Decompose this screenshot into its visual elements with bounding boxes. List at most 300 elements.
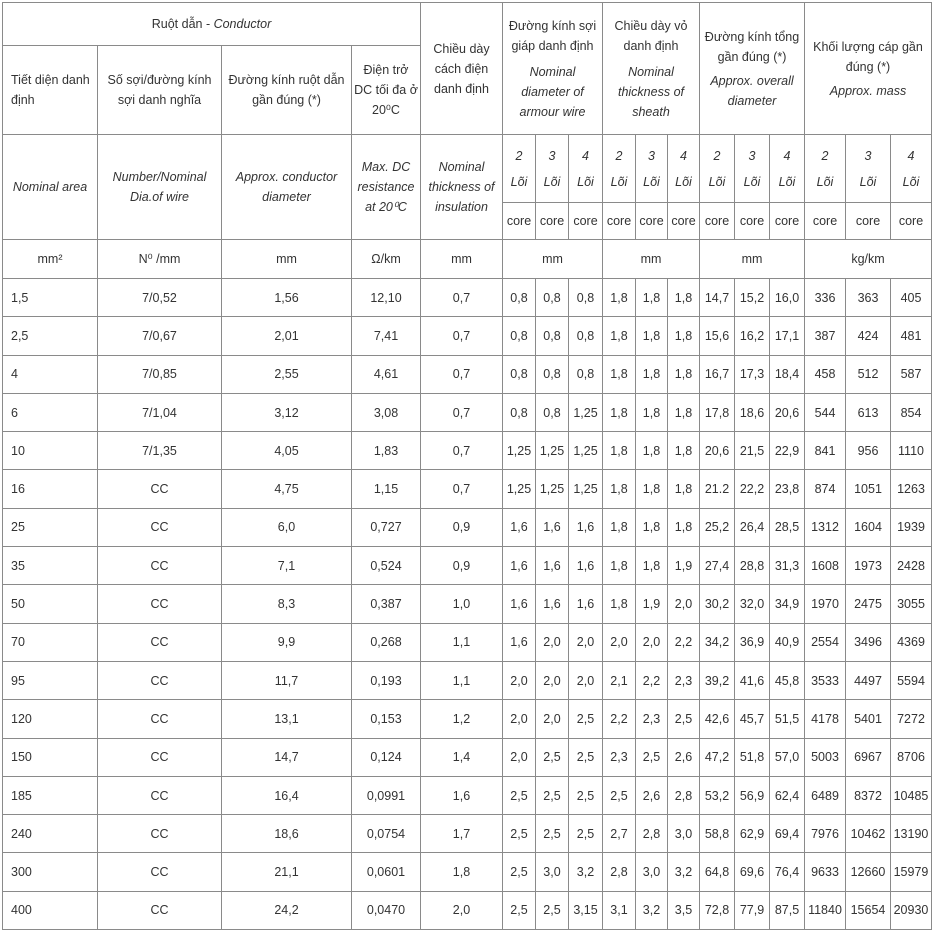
table-cell: 7/0,52: [98, 279, 222, 317]
table-cell: 34,2: [700, 623, 735, 661]
table-cell: 1,7: [421, 815, 503, 853]
table-cell: 363: [846, 279, 891, 317]
table-cell: 3,12: [222, 393, 352, 431]
core-number: 2: [615, 148, 623, 163]
unit-area: mm²: [3, 240, 98, 279]
loi-label: Lõi: [510, 174, 528, 189]
core-number: 2: [713, 148, 721, 163]
table-cell: 3,15: [569, 891, 603, 929]
table-cell: 1,8: [668, 432, 700, 470]
unit-conductor-diameter: mm: [222, 240, 352, 279]
table-cell: 31,3: [770, 547, 805, 585]
table-cell: CC: [98, 738, 222, 776]
table-cell: 4,75: [222, 470, 352, 508]
table-cell: 2,5: [569, 700, 603, 738]
sheath-header: Chiều dày vỏ danh định Nominal thickness of sheath: [603, 3, 700, 135]
table-cell: 69,6: [735, 853, 770, 891]
table-cell: 1,6: [569, 508, 603, 546]
unit-overall: mm: [700, 240, 805, 279]
unit-sheath: mm: [603, 240, 700, 279]
loi-label: Lõi: [543, 174, 561, 189]
table-cell: 2554: [805, 623, 846, 661]
core-label: core: [639, 214, 664, 228]
table-cell: 12,10: [352, 279, 421, 317]
table-cell: 77,9: [735, 891, 770, 929]
table-cell: 40,9: [770, 623, 805, 661]
table-cell: CC: [98, 815, 222, 853]
table-cell: 2475: [846, 585, 891, 623]
table-cell: 10: [3, 432, 98, 470]
table-cell: 1,8: [603, 432, 636, 470]
table-cell: 841: [805, 432, 846, 470]
table-cell: 0,193: [352, 661, 421, 699]
table-cell: 1,6: [536, 547, 569, 585]
table-row: [3, 738, 932, 776]
table-cell: 26,4: [735, 508, 770, 546]
table-cell: 1,8: [668, 279, 700, 317]
sheath-core-2: [603, 135, 636, 240]
table-cell: 15979: [891, 853, 932, 891]
table-cell: 2,5: [636, 738, 668, 776]
table-cell: 2,5: [503, 815, 536, 853]
table-cell: 1,0: [421, 585, 503, 623]
table-cell: 3,2: [636, 891, 668, 929]
core-number: 3: [648, 148, 655, 163]
table-cell: 11840: [805, 891, 846, 929]
table-cell: 51,5: [770, 700, 805, 738]
table-cell: 0,8: [503, 393, 536, 431]
table-cell: 56,9: [735, 776, 770, 814]
core-label: core: [606, 214, 632, 228]
table-cell: 5003: [805, 738, 846, 776]
table-cell: 0,7: [421, 470, 503, 508]
table-cell: 2,3: [668, 661, 700, 699]
table-cell: 6489: [805, 776, 846, 814]
table-cell: 32,0: [735, 585, 770, 623]
core-number: 2: [515, 148, 523, 163]
table-cell: 2,2: [603, 700, 636, 738]
table-cell: 2,0: [536, 623, 569, 661]
table-cell: 1,8: [636, 279, 668, 317]
table-cell: 3,5: [668, 891, 700, 929]
table-cell: 1,8: [636, 470, 668, 508]
table-cell: 6967: [846, 738, 891, 776]
armour-core-2: [503, 135, 536, 240]
table-cell: 27,4: [700, 547, 735, 585]
table-cell: 0,0470: [352, 891, 421, 929]
table-cell: 1,8: [603, 470, 636, 508]
overall-core-3: [735, 135, 770, 240]
table-cell: 50: [3, 585, 98, 623]
table-cell: 2,5: [503, 776, 536, 814]
unit-armour: mm: [503, 240, 603, 279]
table-cell: 2,0: [503, 661, 536, 699]
table-cell: 1,25: [503, 470, 536, 508]
table-cell: 1,6: [569, 547, 603, 585]
table-cell: 42,6: [700, 700, 735, 738]
table-cell: 18,6: [735, 393, 770, 431]
table-cell: 35: [3, 547, 98, 585]
table-cell: 2,5: [536, 738, 569, 776]
loi-label: Lõi: [778, 174, 796, 189]
table-cell: 7/1,04: [98, 393, 222, 431]
table-cell: 3,0: [668, 815, 700, 853]
overall-core-4: [770, 135, 805, 240]
table-row: [3, 776, 932, 814]
armour-header: Đường kính sợi giáp danh định Nominal diameter of armour wire: [503, 3, 603, 135]
table-cell: 0,8: [569, 355, 603, 393]
table-cell: 2,0: [636, 623, 668, 661]
table-cell: 400: [3, 891, 98, 929]
core-number: 4: [907, 148, 915, 163]
table-cell: 1,8: [603, 508, 636, 546]
table-cell: 1,8: [668, 470, 700, 508]
table-cell: 7/1,35: [98, 432, 222, 470]
table-cell: 2,2: [668, 623, 700, 661]
table-cell: 874: [805, 470, 846, 508]
table-cell: 12660: [846, 853, 891, 891]
table-cell: 0,7: [421, 432, 503, 470]
table-cell: 0,8: [536, 355, 569, 393]
table-cell: 0,9: [421, 547, 503, 585]
table-cell: CC: [98, 470, 222, 508]
table-cell: 0,268: [352, 623, 421, 661]
table-cell: 1,25: [503, 432, 536, 470]
table-cell: 1970: [805, 585, 846, 623]
loi-label: Lõi: [816, 174, 834, 189]
table-cell: 2,5: [668, 700, 700, 738]
table-cell: 2,5: [536, 815, 569, 853]
loi-label: Lõi: [708, 174, 726, 189]
core-label: core: [812, 214, 838, 228]
loi-label: Lõi: [743, 174, 761, 189]
table-cell: 2,5: [536, 776, 569, 814]
table-cell: 70: [3, 623, 98, 661]
table-cell: 15,2: [735, 279, 770, 317]
table-cell: 2,5: [569, 815, 603, 853]
table-cell: 2,0: [536, 700, 569, 738]
nominal-area-header-vi: Tiết diện danh định: [3, 46, 98, 135]
table-cell: 405: [891, 279, 932, 317]
table-cell: 956: [846, 432, 891, 470]
table-row: [3, 432, 932, 470]
table-cell: 2428: [891, 547, 932, 585]
table-cell: 1,25: [536, 432, 569, 470]
table-cell: 16,4: [222, 776, 352, 814]
table-row: [3, 317, 932, 355]
table-cell: 7272: [891, 700, 932, 738]
table-cell: 22,9: [770, 432, 805, 470]
core-label: core: [573, 214, 598, 228]
table-cell: 2,3: [636, 700, 668, 738]
table-cell: 4: [3, 355, 98, 393]
table-cell: CC: [98, 508, 222, 546]
table-cell: 0,8: [569, 317, 603, 355]
table-cell: 25: [3, 508, 98, 546]
conductor-diameter-header-vi: Đường kính ruột dẫn gần đúng (*): [222, 46, 352, 135]
table-cell: 28,5: [770, 508, 805, 546]
table-cell: 36,9: [735, 623, 770, 661]
table-cell: 22,2: [735, 470, 770, 508]
table-cell: 72,8: [700, 891, 735, 929]
core-number: 4: [582, 148, 589, 163]
table-row: [3, 623, 932, 661]
loi-label: Lõi: [610, 174, 628, 189]
armour-core-3: [536, 135, 569, 240]
table-cell: 3,0: [636, 853, 668, 891]
table-cell: CC: [98, 585, 222, 623]
table-row: [3, 815, 932, 853]
table-cell: 10462: [846, 815, 891, 853]
table-cell: 1,25: [569, 470, 603, 508]
table-cell: 0,0601: [352, 853, 421, 891]
table-cell: 57,0: [770, 738, 805, 776]
table-cell: 1,6: [503, 547, 536, 585]
table-cell: 20930: [891, 891, 932, 929]
table-cell: 15,6: [700, 317, 735, 355]
table-cell: 8372: [846, 776, 891, 814]
table-cell: 41,6: [735, 661, 770, 699]
table-cell: 1,5: [3, 279, 98, 317]
core-number: 4: [783, 148, 791, 163]
table-cell: 2,5: [569, 776, 603, 814]
table-cell: 1,6: [503, 623, 536, 661]
table-cell: 2,0: [603, 623, 636, 661]
sheath-core-3: [636, 135, 668, 240]
armour-core-4: [569, 135, 603, 240]
table-cell: 1,56: [222, 279, 352, 317]
table-cell: 15654: [846, 891, 891, 929]
table-cell: 1,6: [503, 508, 536, 546]
table-cell: 69,4: [770, 815, 805, 853]
table-cell: 7,41: [352, 317, 421, 355]
table-cell: 0,7: [421, 279, 503, 317]
table-row: [3, 585, 932, 623]
table-cell: 7/0,85: [98, 355, 222, 393]
table-cell: 17,1: [770, 317, 805, 355]
table-cell: 16,2: [735, 317, 770, 355]
table-cell: 1,83: [352, 432, 421, 470]
table-cell: 64,8: [700, 853, 735, 891]
mass-header: Khối lượng cáp gần đúng (*) Approx. mass: [805, 3, 932, 135]
table-cell: 481: [891, 317, 932, 355]
core-number: 3: [748, 148, 756, 163]
table-cell: 0,387: [352, 585, 421, 623]
table-cell: 2,5: [503, 853, 536, 891]
core-label: core: [898, 214, 924, 228]
table-cell: 18,6: [222, 815, 352, 853]
table-cell: 854: [891, 393, 932, 431]
table-cell: 2,7: [603, 815, 636, 853]
table-cell: 7,1: [222, 547, 352, 585]
table-cell: 613: [846, 393, 891, 431]
table-cell: 0,9: [421, 508, 503, 546]
table-cell: 17,3: [735, 355, 770, 393]
core-number: 3: [864, 148, 872, 163]
table-cell: 3,08: [352, 393, 421, 431]
table-cell: 9633: [805, 853, 846, 891]
table-cell: 1,8: [668, 393, 700, 431]
table-cell: 458: [805, 355, 846, 393]
core-label: core: [506, 214, 532, 228]
unit-wire: N⁰ /mm: [98, 240, 222, 279]
table-row: [3, 700, 932, 738]
table-row: [3, 661, 932, 699]
table-cell: 424: [846, 317, 891, 355]
table-cell: 1,8: [421, 853, 503, 891]
core-number: 4: [680, 148, 687, 163]
table-cell: 1604: [846, 508, 891, 546]
table-cell: 34,9: [770, 585, 805, 623]
table-cell: CC: [98, 661, 222, 699]
table-cell: 30,2: [700, 585, 735, 623]
table-cell: 1,8: [636, 317, 668, 355]
table-cell: 0,0991: [352, 776, 421, 814]
loi-label: Lõi: [643, 174, 660, 189]
table-cell: 14,7: [222, 738, 352, 776]
table-cell: CC: [98, 776, 222, 814]
table-cell: 2,5: [536, 891, 569, 929]
table-cell: 7/0,67: [98, 317, 222, 355]
table-cell: 240: [3, 815, 98, 853]
table-cell: 2,5: [603, 776, 636, 814]
table-cell: 2,0: [569, 661, 603, 699]
table-cell: 0,8: [536, 279, 569, 317]
table-cell: 1051: [846, 470, 891, 508]
table-cell: 1110: [891, 432, 932, 470]
table-cell: 13,1: [222, 700, 352, 738]
loi-label: Lõi: [902, 174, 920, 189]
table-cell: 3,2: [668, 853, 700, 891]
table-cell: 1,8: [668, 317, 700, 355]
table-cell: 24,2: [222, 891, 352, 929]
core-label: core: [671, 214, 696, 228]
table-cell: 0,153: [352, 700, 421, 738]
table-cell: 14,7: [700, 279, 735, 317]
table-cell: 11,7: [222, 661, 352, 699]
table-cell: 23,8: [770, 470, 805, 508]
table-cell: 1,8: [603, 585, 636, 623]
table-cell: 4497: [846, 661, 891, 699]
table-cell: 1312: [805, 508, 846, 546]
table-cell: 62,4: [770, 776, 805, 814]
table-cell: 587: [891, 355, 932, 393]
spec-body: [3, 279, 932, 930]
core-label: core: [539, 214, 565, 228]
table-cell: 0,8: [536, 393, 569, 431]
table-row: [3, 891, 932, 929]
table-cell: 5401: [846, 700, 891, 738]
table-cell: 1,9: [668, 547, 700, 585]
table-cell: 58,8: [700, 815, 735, 853]
table-cell: 1,2: [421, 700, 503, 738]
table-cell: 4,61: [352, 355, 421, 393]
table-cell: 3533: [805, 661, 846, 699]
table-cell: 2,0: [503, 700, 536, 738]
table-cell: 1,8: [603, 355, 636, 393]
table-cell: 3496: [846, 623, 891, 661]
table-cell: 2,5: [503, 891, 536, 929]
table-cell: 2,8: [668, 776, 700, 814]
table-cell: CC: [98, 891, 222, 929]
table-cell: 1,25: [569, 432, 603, 470]
nominal-area-header-en: Nominal area: [3, 135, 98, 240]
table-cell: 185: [3, 776, 98, 814]
table-row: [3, 393, 932, 431]
table-cell: 4,05: [222, 432, 352, 470]
table-cell: 4369: [891, 623, 932, 661]
table-cell: 544: [805, 393, 846, 431]
table-cell: 45,7: [735, 700, 770, 738]
table-cell: 1,8: [603, 547, 636, 585]
table-cell: CC: [98, 623, 222, 661]
table-cell: 51,8: [735, 738, 770, 776]
table-cell: 13190: [891, 815, 932, 853]
table-cell: 0,8: [503, 279, 536, 317]
insulation-header-en: Nominal thickness of insulation: [421, 135, 503, 240]
mass-core-4: [891, 135, 932, 240]
table-cell: 1,8: [636, 393, 668, 431]
mass-core-2: [805, 135, 846, 240]
table-row: [3, 355, 932, 393]
table-cell: 45,8: [770, 661, 805, 699]
table-cell: 21,5: [735, 432, 770, 470]
table-cell: CC: [98, 853, 222, 891]
table-cell: 1,1: [421, 661, 503, 699]
unit-insulation: mm: [421, 240, 503, 279]
loi-label: Lõi: [859, 174, 877, 189]
table-cell: 16,7: [700, 355, 735, 393]
table-cell: 1,8: [636, 547, 668, 585]
table-cell: 0,8: [536, 317, 569, 355]
table-cell: 0,524: [352, 547, 421, 585]
table-cell: 21.2: [700, 470, 735, 508]
table-cell: 87,5: [770, 891, 805, 929]
table-cell: 1,4: [421, 738, 503, 776]
core-label: core: [739, 214, 765, 228]
table-cell: 28,8: [735, 547, 770, 585]
table-cell: 8706: [891, 738, 932, 776]
table-cell: 1,8: [636, 432, 668, 470]
table-cell: 1,9: [636, 585, 668, 623]
table-row: [3, 470, 932, 508]
table-cell: 0,727: [352, 508, 421, 546]
table-cell: 62,9: [735, 815, 770, 853]
table-cell: 2,0: [503, 738, 536, 776]
table-cell: 3,1: [603, 891, 636, 929]
conductor-diameter-header-en: Approx. conductor diameter: [222, 135, 352, 240]
table-cell: 1,6: [569, 585, 603, 623]
table-cell: 17,8: [700, 393, 735, 431]
core-label: core: [774, 214, 800, 228]
mass-core-3: [846, 135, 891, 240]
conductor-group-header: Ruột dẫn - Conductor: [3, 3, 421, 46]
table-cell: 1939: [891, 508, 932, 546]
unit-resistance: Ω/km: [352, 240, 421, 279]
table-cell: 25,2: [700, 508, 735, 546]
table-cell: 1,1: [421, 623, 503, 661]
table-cell: 3,2: [569, 853, 603, 891]
table-cell: 1,8: [668, 508, 700, 546]
table-cell: 1,25: [569, 393, 603, 431]
table-cell: 387: [805, 317, 846, 355]
loi-label: Lõi: [577, 174, 594, 189]
table-cell: 47,2: [700, 738, 735, 776]
table-cell: 336: [805, 279, 846, 317]
table-cell: 300: [3, 853, 98, 891]
table-cell: 1,8: [603, 317, 636, 355]
table-cell: 39,2: [700, 661, 735, 699]
